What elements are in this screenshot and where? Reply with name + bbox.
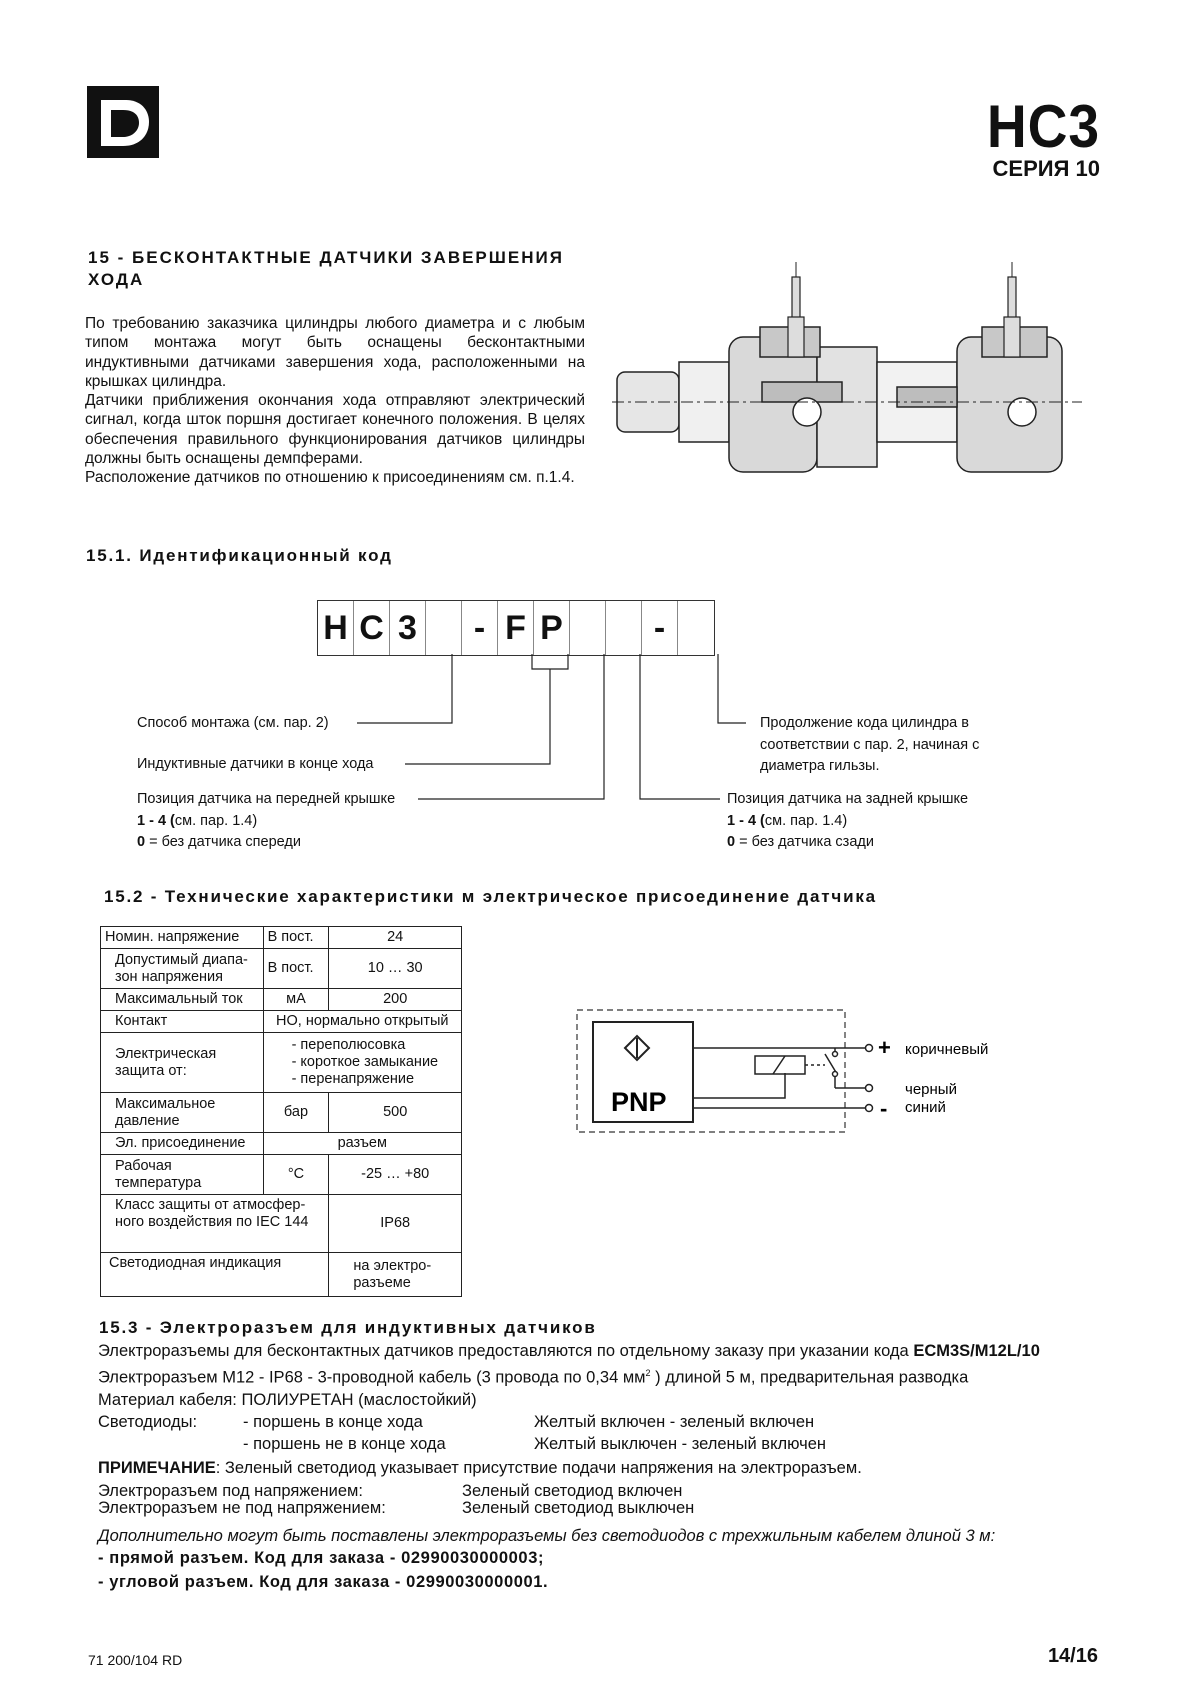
series-label: СЕРИЯ 10	[992, 156, 1100, 181]
code-cell: P	[534, 601, 570, 655]
intro-paragraph-3: Расположение датчиков по отношению к присоединениям см. п.1.4.	[85, 469, 575, 487]
table-row: Эл. присоединение разъем	[101, 1133, 462, 1155]
label-mount: Способ монтажа (см. пар. 2)	[137, 715, 329, 731]
table-row: Номин. напряжение В пост. 24	[101, 927, 462, 949]
table-row: Контакт НО, нормально открытый	[101, 1011, 462, 1033]
intro-paragraph-1: По требованию заказчика цилиндры любого диаметра и с любым типом монтажа могут быть оснащены бесконтактными индуктивными датчиками завершения хода, расположенными на крышках цилиндра.	[85, 315, 585, 390]
wire-brown-label: коричневый	[905, 1041, 989, 1058]
code-cell: C	[354, 601, 390, 655]
power-status-block: Электроразъем под напряжением: Зеленый светодиод включен Электроразъем не под напряжением: Зеленый светодиод выключен	[98, 1481, 695, 1517]
section-15-1-title: 15.1. Идентификационный код	[86, 546, 393, 565]
label-inductive: Индуктивные датчики в конце хода	[137, 756, 374, 772]
section-15-title: 15 - БЕСКОНТАКТНЫЕ ДАТЧИКИ ЗАВЕРШЕНИЯ ХОДА	[88, 248, 564, 289]
code-cell: -	[642, 601, 678, 655]
table-row: Светодиодная индикация на электро- разъеме	[101, 1253, 462, 1297]
cylinder-drawing	[612, 262, 1082, 487]
code-cell	[678, 601, 714, 655]
table-row: Класс защиты от атмосфер- ного воздействия по IEC 144 IP68	[101, 1195, 462, 1253]
model-title: HC3	[986, 93, 1100, 160]
pnp-label: PNP	[611, 1087, 667, 1117]
intro-paragraph-2: Датчики приближения окончания хода отправляют электрический сигнал, когда шток поршня достигает конечного положения. В целях обеспечения правильного функционирования датчиков цилиндры должны быть оснащены демпферами.	[85, 392, 585, 468]
table-row: Рабочая температура °C -25 … +80	[101, 1155, 462, 1195]
led-status-block: Светодиоды: - поршень в конце хода Желтый включен - зеленый включен - поршень не в конце хода Желтый выключен - зеленый включен	[98, 1412, 827, 1453]
identification-code-grid	[317, 600, 715, 656]
sensor-specs-table	[100, 926, 462, 1297]
company-logo	[87, 86, 159, 158]
section-15-2-title: 15.2 - Технические характеристики м электрическое присоединение датчика	[104, 887, 877, 906]
table-row: Максимальный ток мА 200	[101, 989, 462, 1011]
code-cell: H	[318, 601, 354, 655]
section-15-text	[85, 314, 585, 488]
code-cell: F	[498, 601, 534, 655]
table-row: Электрическая защита от: - переполюсовка - короткое замыкание - перенапряжение	[101, 1033, 462, 1093]
wire-black-label: черный	[905, 1081, 957, 1098]
page-number: 14/16	[1047, 1645, 1098, 1667]
section-15-3-text: Электроразъемы для бесконтактных датчиков предоставляются по отдельному заказу при указании кода ECM3S/M12L/10 Электроразъем M12 - IP68 - 3-проводной кабель (3 провода по 0,34 $мм^2$ ) длиной 5 м, предварительная разводка Материал кабеля: ПОЛИУРЕТАН (маслостойкий) Светодиоды: - поршень в конце хода Желтый включен - зеленый включен - поршень не в конце хода Желтый выключен - зеленый включен ПРИМЕЧАНИЕ: Зеленый светодиод указывает присутствие подачи напряжения на электроразъем. Электроразъем под напряжением: Зеленый светодиод включен Электроразъем не под напряжением: Зеленый светодиод выключен Дополнительно могут быть поставлены электроразъемы без светодиодов с трехжильным кабелем длиной 3 м: - прямой разъем. Код для заказа - 02990030000003; - угловой разъем. Код для заказа - 02990030000001.	[98, 1340, 1118, 1593]
table-row: Максимальное давление бар 500	[101, 1093, 462, 1133]
code-cell	[570, 601, 606, 655]
label-rear-position: Позиция датчика на задней крышке 1 - 4 (см. пар. 1.4) 0 = без датчика сзади	[727, 791, 969, 850]
pnp-wiring-diagram	[575, 1008, 995, 1138]
code-cell	[606, 601, 642, 655]
code-cell: 3	[390, 601, 426, 655]
code-cell: -	[462, 601, 498, 655]
wire-blue-label: синий	[905, 1099, 946, 1116]
minus-sign: -	[880, 1096, 888, 1121]
table-row: Допустимый диапа- зон напряжения В пост. 10 … 30	[101, 949, 462, 989]
section-15-3-title: 15.3 - Электроразъем для индуктивных датчиков	[99, 1318, 597, 1337]
code-cell	[426, 601, 462, 655]
plus-sign: +	[878, 1035, 891, 1060]
document-code: 71 200/104 RD	[88, 1652, 183, 1668]
label-continuation: Продолжение кода цилиндра в соответствии с пар. 2, начиная с диаметра гильзы.	[760, 715, 980, 774]
label-front-position: Позиция датчика на передней крышке 1 - 4 (см. пар. 1.4) 0 = без датчика спереди	[137, 791, 396, 850]
